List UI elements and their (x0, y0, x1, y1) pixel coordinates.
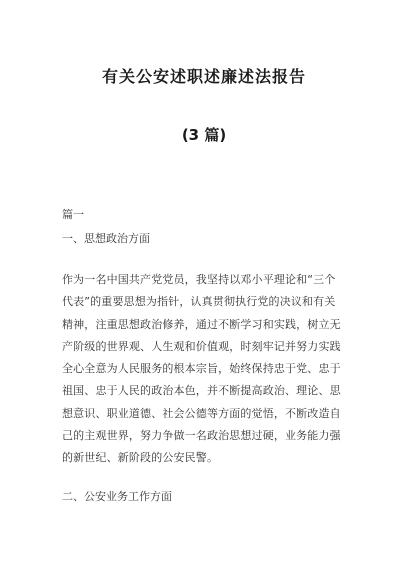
section-heading-1: 一、思想政治方面 (62, 232, 150, 245)
paragraph-line: 想意识、职业道德、社会公德等方面的觉悟，不断改造自 (62, 406, 341, 420)
paragraph-line: 代表”的重要思想为指针，认真贯彻执行党的决议和有关 (62, 295, 336, 309)
section-heading-2: 二、公安业务工作方面 (62, 490, 172, 503)
paragraph-line: 精神，注重思想政治修养，通过不断学习和实践，树立无 (62, 317, 341, 331)
part-label: 篇一 (62, 208, 84, 221)
paragraph-line: 己的主观世界，努力争做一名政治思想过硬，业务能力强 (62, 429, 341, 443)
paragraph-line: 祖国、忠于人民的政治本色，并不断提高政治、理论、思 (62, 384, 341, 398)
document-title: 有关公安述职述廉述法报告 (101, 67, 306, 86)
paragraph-line: 的新世纪、新阶段的公安民警。 (62, 451, 219, 465)
paragraph-1 (62, 269, 352, 470)
paragraph-line: 作为一名中国共产党党员，我坚持以邓小平理论和“三个 (62, 273, 336, 286)
paragraph-line: 全心全意为人民服务的根本宗旨，始终保持忠于党、忠于 (62, 362, 341, 376)
document-subtitle: (3 篇) (181, 126, 227, 144)
paragraph-line: 产阶级的世界观、人生观和价值观，时刻牢记并努力实践 (62, 339, 341, 353)
